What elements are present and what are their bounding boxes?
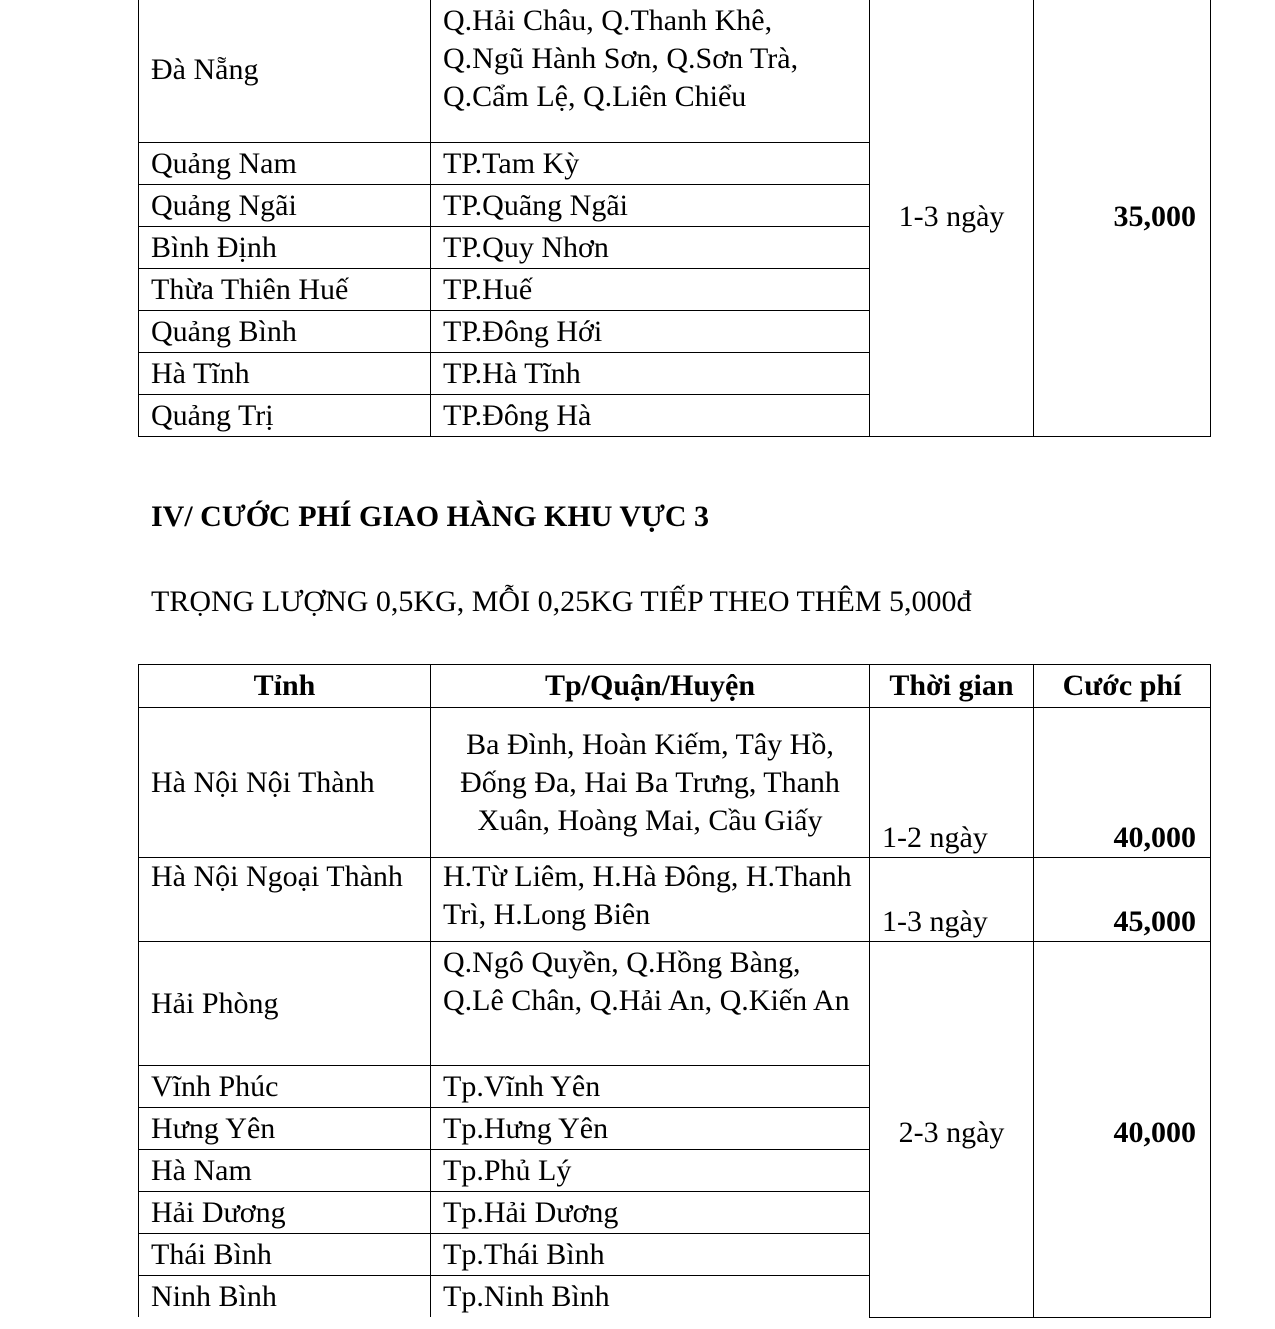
- district-cell: TP.Hà Tĩnh: [431, 353, 870, 395]
- district-cell: H.Từ Liêm, H.Hà Đông, H.Thanh Trì, H.Long Biên: [431, 858, 870, 942]
- district-cell: Ba Đình, Hoàn Kiếm, Tây Hồ, Đống Đa, Hai Ba Trưng, Thanh Xuân, Hoàng Mai, Cầu Giấy: [431, 708, 870, 858]
- column-header-province: Tỉnh: [139, 665, 431, 708]
- province-cell: Hà Nam: [139, 1150, 431, 1192]
- section-subheading: TRỌNG LƯỢNG 0,5KG, MỖI 0,25KG TIẾP THEO THÊM 5,000đ: [151, 585, 972, 618]
- province-cell: Quảng Nam: [139, 143, 431, 185]
- delivery-time-cell: 2-3 ngày: [870, 942, 1034, 1318]
- province-cell: Hà Nội Ngoại Thành: [139, 858, 431, 942]
- province-cell: Hưng Yên: [139, 1108, 431, 1150]
- province-cell: Quảng Trị: [139, 395, 431, 437]
- column-header-time: Thời gian: [870, 665, 1034, 708]
- district-cell: Tp.Ninh Bình: [431, 1276, 870, 1318]
- table-row: [139, 0, 1211, 143]
- table-header-row: [139, 665, 1211, 708]
- section-heading: IV/ CƯỚC PHÍ GIAO HÀNG KHU VỰC 3: [151, 500, 710, 533]
- district-cell: Tp.Thái Bình: [431, 1234, 870, 1276]
- province-cell: Hải Phòng: [139, 942, 431, 1066]
- district-cell: Q.Ngô Quyền, Q.Hồng Bàng, Q.Lê Chân, Q.Hải An, Q.Kiến An: [431, 942, 870, 1066]
- province-cell: Đà Nẵng: [139, 0, 431, 143]
- district-cell: Tp.Phủ Lý: [431, 1150, 870, 1192]
- district-cell: Tp.Vĩnh Yên: [431, 1066, 870, 1108]
- province-cell: Ninh Bình: [139, 1276, 431, 1318]
- table-row: [139, 942, 1211, 1066]
- district-cell: Tp.Hải Dương: [431, 1192, 870, 1234]
- fee-cell: 40,000: [1034, 942, 1211, 1318]
- province-cell: Hải Dương: [139, 1192, 431, 1234]
- district-cell: TP.Quãng Ngãi: [431, 185, 870, 227]
- delivery-time-cell: 1-2 ngày: [870, 708, 1034, 858]
- fee-cell: 40,000: [1034, 708, 1211, 858]
- district-cell: Q.Hải Châu, Q.Thanh Khê, Q.Ngũ Hành Sơn, Q.Sơn Trà, Q.Cẩm Lệ, Q.Liên Chiểu: [431, 0, 870, 143]
- district-cell: TP.Đông Hới: [431, 311, 870, 353]
- district-cell: TP.Tam Kỳ: [431, 143, 870, 185]
- fee-cell: 35,000: [1034, 0, 1211, 437]
- table-row: [139, 708, 1211, 858]
- district-cell: TP.Quy Nhơn: [431, 227, 870, 269]
- delivery-time-cell: 1-3 ngày: [870, 0, 1034, 437]
- district-cell: TP.Huế: [431, 269, 870, 311]
- province-cell: Quảng Ngãi: [139, 185, 431, 227]
- province-cell: Vĩnh Phúc: [139, 1066, 431, 1108]
- province-cell: Quảng Bình: [139, 311, 431, 353]
- shipping-table-region-3: [138, 664, 1211, 1318]
- table-row: [139, 858, 1211, 942]
- column-header-fee: Cước phí: [1034, 665, 1211, 708]
- district-cell: Tp.Hưng Yên: [431, 1108, 870, 1150]
- column-header-district: Tp/Quận/Huyện: [431, 665, 870, 708]
- fee-cell: 45,000: [1034, 858, 1211, 942]
- province-cell: Thái Bình: [139, 1234, 431, 1276]
- province-cell: Hà Nội Nội Thành: [139, 708, 431, 858]
- province-cell: Bình Định: [139, 227, 431, 269]
- shipping-table-region-2: [138, 0, 1211, 437]
- province-cell: Hà Tĩnh: [139, 353, 431, 395]
- province-cell: Thừa Thiên Huế: [139, 269, 431, 311]
- delivery-time-cell: 1-3 ngày: [870, 858, 1034, 942]
- district-cell: TP.Đông Hà: [431, 395, 870, 437]
